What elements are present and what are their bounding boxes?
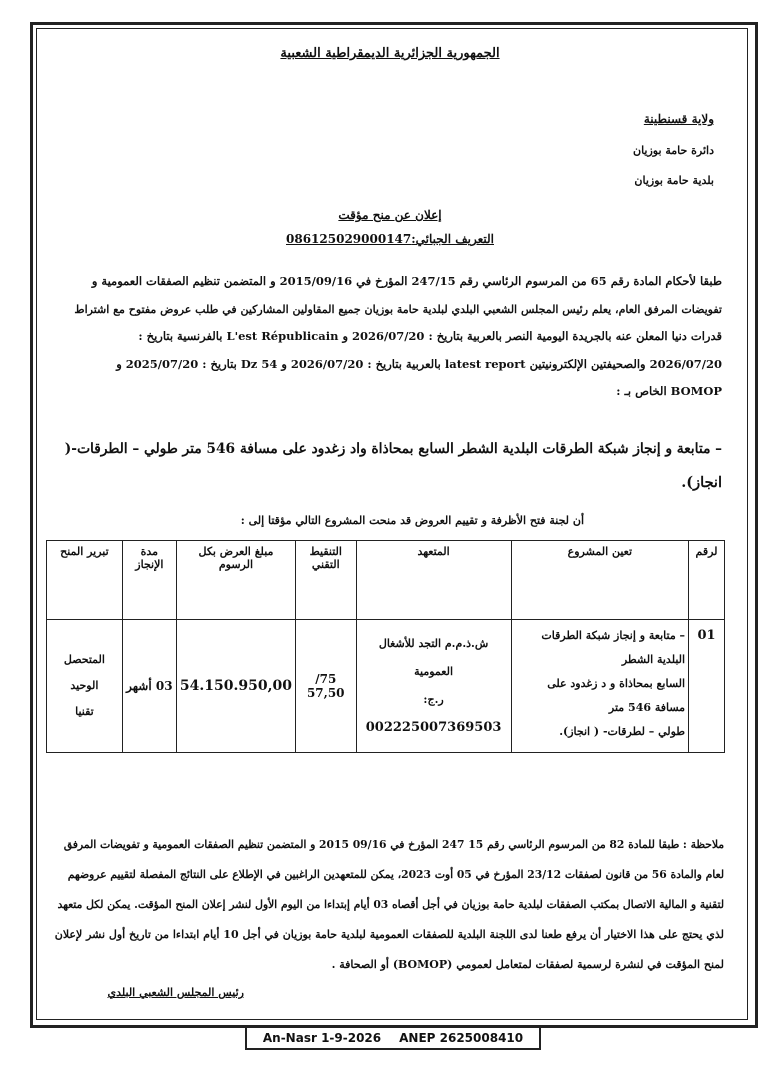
legal-paragraph: [62, 268, 722, 406]
project-line: – متابعة و إنجاز شبكة الطرقات البلدية الشطر السابع بمحاذاة واد زغدود على مسافة 546 متر طولي – الطرقات-(: [64, 441, 722, 457]
table-intro: أن لجنة فتح الأظرفة و تقييم العروض قد منحت المشروع التالي مؤقتا إلى :: [240, 514, 584, 527]
cell-project-line: طولي – لطرقات- ( انجاز).: [559, 725, 686, 738]
project-title: [62, 432, 722, 500]
paragraph-line: BOMOP الخاص بـ :: [616, 384, 722, 398]
header-contractor: المتعهد: [356, 541, 511, 620]
header-number: لرقم: [689, 541, 725, 620]
cell-amount: 54.150.950,00: [176, 620, 295, 753]
table-header-row: [47, 541, 725, 620]
note-line: لعام والمادة 56 من قانون لصفقات 23/12 المؤرخ في 05 أوت 2023، يمكن للمتعهدين الراغبين في الإطلاع على النتائج المفصلة لتقييم عروضهم: [67, 868, 724, 881]
header-project: تعين المشروع: [511, 541, 688, 620]
contractor-name: ش.ذ.م.م التجد للأشغال العمومية: [378, 637, 489, 678]
cell-project-line: السابع بمحاذاة و د زغدود على مسافة 546 متر: [547, 677, 686, 714]
contractor-rc: 002225007369503: [365, 720, 502, 735]
announcement-title: إعلان عن منح مؤقت: [338, 208, 442, 222]
award-table: [46, 540, 725, 753]
note-line: لمنح المؤقت في لنشرة لرسمية لصفقات لمتعامل لعمومي (BOMOP) أو الصحافة .: [331, 958, 724, 971]
cell-contractor: [356, 620, 511, 753]
paragraph-line: تفويضات المرفق العام، يعلم رئيس المجلس الشعبي البلدي لبلدية حامة بوزيان جميع المقاولين المشاركين في طلب عروض مفتوح مع اشتراط: [74, 302, 722, 316]
cell-justification: [47, 620, 123, 753]
wilaya-label: ولاية قسنطينة: [643, 112, 714, 126]
note-line: لذي يحتج على هذا الاختيار أن يرفع طعنا لدى اللجنة البلدية للصفقات العمومية لبلدية حامة بوزيان في أجل 10 أيام ابتداءا من تاريخ أول نشر لإعلان: [54, 928, 724, 941]
footer-newspaper: An-Nasr 1-9-2026: [262, 1031, 382, 1045]
note-line: لتقنية و المالية الاتصال بمكتب الصفقات لبلدية حامة بوزيان في أجل أقصاه 03 أيام إبتداءا من اليوم الأول لنشر إعلان المنح المؤقت. يمكن لكل متعهد: [57, 898, 724, 911]
cell-number: 01: [689, 620, 725, 753]
header-amount: مبلغ العرض بكل الرسوم: [176, 541, 295, 620]
project-line: انجاز).: [681, 474, 722, 491]
table-row: [47, 620, 725, 753]
note-paragraph: [54, 830, 724, 980]
commune-label: بلدية حامة بوزيان: [634, 174, 714, 187]
signature: رئيس المجلس الشعبي البلدي: [107, 986, 244, 999]
paragraph-line: قدرات دنيا المعلن عنه بالجريدة اليومية النصر بالعربية بتاريخ : 2026/07/20 و L'est Républicain بالفرنسية بتاريخ :: [138, 329, 722, 343]
cell-project-line: – متابعة و إنجاز شبكة الطرقات البلدية الشطر: [541, 629, 686, 666]
justification-line: المتحصل الوحيد: [63, 653, 105, 692]
header-justification: تبرير المنح: [47, 541, 123, 620]
justification-line: تقنيا: [75, 705, 94, 718]
cell-duration: 03 أشهر: [122, 620, 176, 753]
contractor-rc-label: ر.ج:: [423, 693, 444, 706]
header-duration: مدة الإنجاز: [122, 541, 176, 620]
cell-score: 75/ 57,50: [295, 620, 356, 753]
republic-heading: الجمهورية الجزائرية الديمقراطية الشعبية: [280, 46, 500, 61]
paragraph-line: 2026/07/20 والصحيفتين الإلكترونيتين latest report بالعربية بتاريخ : 2026/07/20 و Dz 54 بتاريخ : 2025/07/20 و: [116, 356, 722, 371]
publication-footer: [245, 1026, 541, 1050]
paragraph-line: طبقا لأحكام المادة رقم 65 من المرسوم الرئاسي رقم 247/15 المؤرخ في 2015/09/16 و المتضمن تنظيم الصفقات العمومية و: [91, 274, 722, 288]
announcement-page: [46, 40, 734, 1018]
note-line: ملاحظة : طبقا للمادة 82 من المرسوم الرئاسي رقم 15 247 المؤرخ في 09/16 2015 و المتضمن تنظيم الصفقات العمومية و تفويضات المرفق: [63, 838, 724, 851]
tax-id: التعريف الجبائي:086125029000147: [286, 232, 494, 246]
header-score: التنقيط التقني: [295, 541, 356, 620]
footer-anep: ANEP 2625008410: [399, 1031, 524, 1045]
cell-project: [511, 620, 688, 753]
daira-label: دائرة حامة بوزيان: [633, 144, 714, 157]
